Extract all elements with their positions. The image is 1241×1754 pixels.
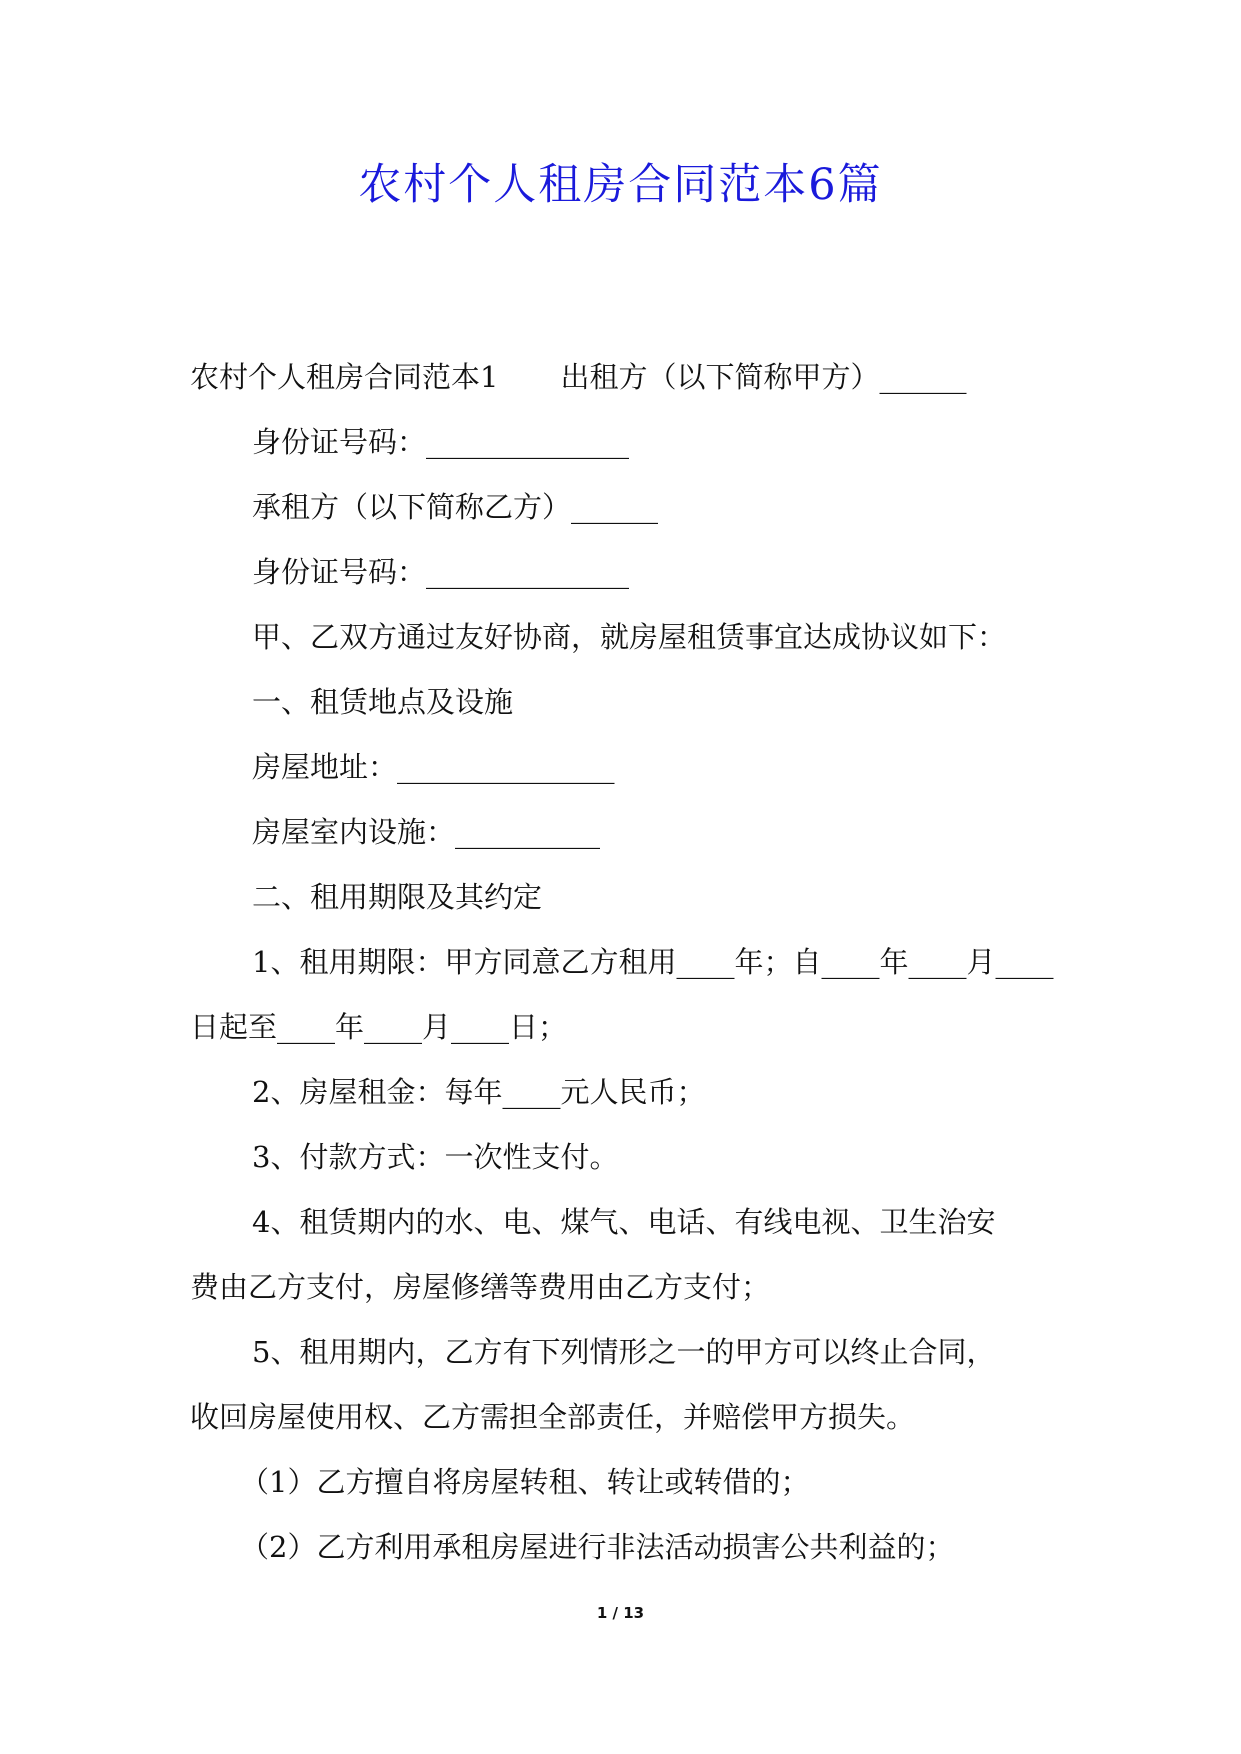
- lease-term-line: 1、租用期限：甲方同意乙方租用____年；自____年____月____: [252, 945, 1054, 979]
- lessee-id-line: 身份证号码：______________: [252, 555, 630, 589]
- rent-line: 2、房屋租金：每年____元人民币；: [252, 1075, 706, 1109]
- termination-item-1: （1）乙方擅自将房屋转租、转让或转借的；: [240, 1465, 810, 1499]
- lessee-line: 承租方（以下简称乙方）______: [252, 490, 659, 524]
- termination-continued: 收回房屋使用权、乙方需担全部责任，并赔偿甲方损失。: [190, 1400, 916, 1434]
- utilities-continued: 费由乙方支付，房屋修缮等费用由乙方支付；: [190, 1270, 771, 1304]
- termination-line: 5、租用期内，乙方有下列情形之一的甲方可以终止合同，: [252, 1335, 996, 1369]
- first-line: [190, 345, 966, 410]
- house-facilities-line: 房屋室内设施：__________: [252, 815, 601, 849]
- contract-body: [190, 345, 1070, 1635]
- section-heading: 农村个人租房合同范本1: [190, 360, 499, 394]
- lease-term-continued: 日起至____年____月____日；: [190, 1010, 568, 1044]
- clause-2-heading: 二、租用期限及其约定: [252, 880, 543, 914]
- page-indicator: 1 / 13: [596, 1604, 645, 1622]
- document-title: 农村个人租房合同范本6篇: [358, 160, 883, 210]
- clause-1-heading: 一、租赁地点及设施: [252, 685, 514, 719]
- termination-item-2: （2）乙方利用承租房屋进行非法活动损害公共利益的；: [240, 1530, 955, 1564]
- lessor-id-line: 身份证号码：______________: [252, 425, 630, 459]
- utilities-line: 4、租赁期内的水、电、煤气、电话、有线电视、卫生治安: [252, 1205, 996, 1239]
- house-address-line: 房屋地址：_______________: [252, 750, 615, 784]
- lessor-line: 出租方（以下简称甲方）______: [560, 360, 967, 394]
- payment-method-line: 3、付款方式：一次性支付。: [252, 1140, 619, 1174]
- agreement-intro: 甲、乙双方通过友好协商，就房屋租赁事宜达成协议如下：: [252, 620, 1007, 654]
